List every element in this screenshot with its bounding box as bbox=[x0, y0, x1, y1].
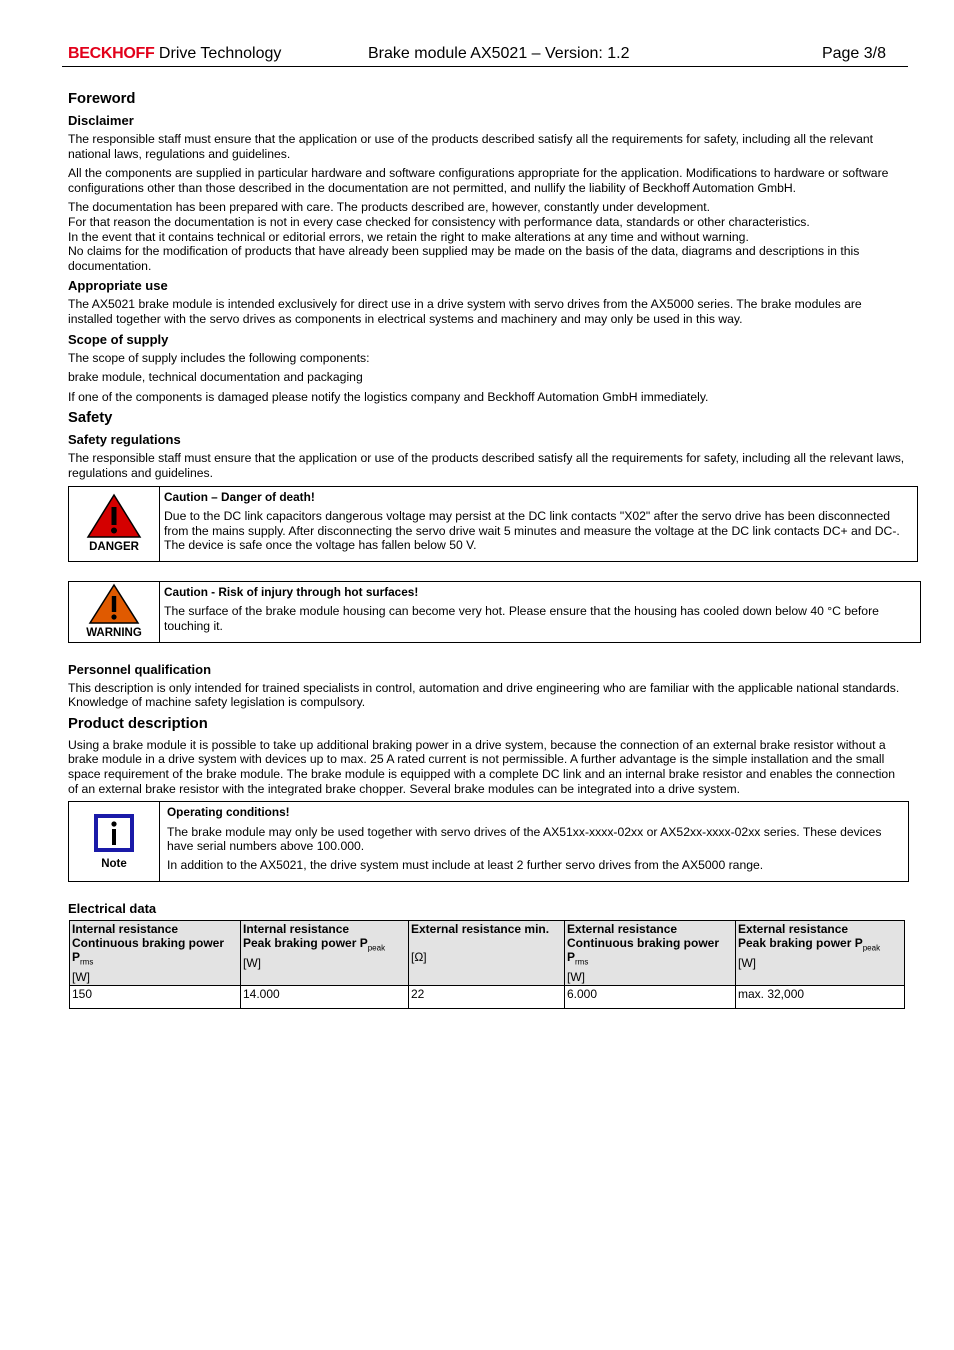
note-label: Note bbox=[101, 857, 127, 870]
safety-heading: Safety bbox=[68, 410, 113, 427]
brand-suffix: Drive Technology bbox=[154, 45, 282, 62]
disclaimer-line-d: No claims for the modification of products that have already been supplied may be made on the basis of the data, diagrams and descriptions in this documentation. bbox=[68, 244, 860, 273]
disclaimer-heading: Disclaimer bbox=[68, 113, 134, 128]
scope-text-2: brake module, technical documentation and packaging bbox=[68, 370, 363, 385]
warning-box bbox=[68, 581, 921, 643]
table-cell: 14.000 bbox=[241, 986, 409, 1009]
note-icon-cell bbox=[69, 802, 160, 880]
document-title: Brake module AX5021 – Version: 1.2 bbox=[368, 45, 630, 62]
note-box bbox=[68, 801, 909, 881]
beckhoff-logo: BECKHOFF bbox=[68, 45, 155, 62]
table-cell: max. 32,000 bbox=[736, 986, 905, 1009]
disclaimer-line-c: In the event that it contains technical or editorial errors, we retain the right to make alterations at any time and without warning. bbox=[68, 229, 749, 244]
table-cell: 150 bbox=[70, 986, 241, 1009]
page-content bbox=[68, 90, 908, 1009]
table-cell: 6.000 bbox=[565, 986, 736, 1009]
page-header bbox=[62, 42, 908, 67]
disclaimer-line-b: For that reason the documentation is not in every case checked for consistency with performance data, standards or other characteristics. bbox=[68, 214, 810, 229]
disclaimer-para-1: The responsible staff must ensure that the application or use of the products described satisfy all the requirements for safety, including all the relevant national laws, regulations and guidelines. bbox=[68, 132, 874, 161]
warning-text: The surface of the brake module housing can become very hot. Please ensure that the housing has cooled down below 40 °C before touching it. bbox=[164, 604, 879, 634]
scope-text-3: If one of the components is damaged please notify the logistics company and Beckhoff Automation GmbH immediately. bbox=[68, 389, 709, 404]
disclaimer-para-2: All the components are supplied in particular hardware and software configurations appropriate for the application. Modifications to hardware or software configurations other than those described in the documentation are not permitted, and nullify the liability of Beckhoff Automation GmbH. bbox=[68, 166, 889, 195]
warning-title: Caution - Risk of injury through hot surfaces! bbox=[164, 584, 419, 599]
danger-box bbox=[68, 486, 918, 562]
column-header: External resistance Continuous braking power $P_{rms}$ [W] bbox=[565, 920, 736, 986]
personnel-text: This description is only intended for trained specialists in control, automation and drive engineering who are familiar with the applicable national standards. Knowledge of machine safety legislation is compulsory. bbox=[68, 680, 900, 710]
product-text: Using a brake module it is possible to take up additional braking power in a drive system, because the connection of an external brake resistor without a brake module in a drive system with devices up to max. 25 A rated current is not permissible. A further advantage is the simple installation and the small space requirement of the brake module. The brake module is equipped with a complete DC link and an internal brake resistor and enables the connection of an external brake resistor with the integrated brake chopper. Several brake modules can be integrated into a drive system. bbox=[68, 737, 895, 796]
disclaimer-para-3 bbox=[68, 200, 908, 273]
page-number: Page 3/8 bbox=[821, 45, 886, 62]
column-header: Internal resistance Peak braking power $P_{peak}$ [W] bbox=[241, 920, 409, 986]
appropriate-use-text: The AX5021 brake module is intended exclusively for direct use in a drive system with servo drives from the AX5000 series. The brake modules are installed together with the servo drives as components in electrical systems and machinery and may only be used in this way. bbox=[68, 297, 862, 326]
note-text-2: In addition to the AX5021, the drive system must include at least 2 further servo drives from the AX5000 range. bbox=[167, 858, 764, 872]
danger-title: Caution – Danger of death! bbox=[164, 489, 315, 504]
scope-text-1: The scope of supply includes the following components: bbox=[68, 350, 370, 365]
column-header: External resistance Peak braking power $P_{peak}$ [W] bbox=[736, 920, 905, 986]
table-header-row bbox=[70, 920, 905, 986]
danger-label: DANGER bbox=[89, 540, 139, 553]
disclaimer-line-a: The documentation has been prepared with care. The products described are, however, constantly under development. bbox=[68, 200, 711, 215]
table-row bbox=[70, 986, 905, 1009]
header-brand bbox=[68, 45, 281, 63]
danger-icon-cell bbox=[69, 487, 160, 561]
note-text-1: The brake module may only be used together with servo drives of the AX51xx-xxxx-02xx or AX52xx-xxxx-02xx series. These devices have serial numbers above 100.000. bbox=[167, 824, 882, 854]
danger-text: Due to the DC link capacitors dangerous voltage may persist at the DC link contacts "X02" after the servo drive has been disconnected from the mains supply. After disconnecting the servo drive wait 5 minutes and measure the voltage at the DC link contacts DC+ and DC-. The device is safe once the voltage has fallen below 50 V. bbox=[164, 509, 900, 553]
product-heading: Product description bbox=[68, 715, 208, 732]
scope-heading: Scope of supply bbox=[68, 331, 169, 347]
warning-icon bbox=[88, 583, 140, 625]
electrical-data-table bbox=[69, 920, 905, 1009]
column-header: External resistance min. [Ω] bbox=[409, 920, 565, 986]
column-header: Internal resistance Continuous braking power $P_{rms}$ [W] bbox=[70, 920, 241, 986]
safety-regulations-heading: Safety regulations bbox=[68, 432, 181, 448]
personnel-heading: Personnel qualification bbox=[68, 661, 212, 677]
warning-text-cell bbox=[160, 582, 920, 642]
note-text-cell bbox=[160, 802, 908, 880]
appropriate-use-heading: Appropriate use bbox=[68, 278, 168, 294]
info-icon bbox=[92, 812, 136, 854]
warning-icon-cell bbox=[69, 582, 160, 642]
danger-icon bbox=[86, 493, 142, 539]
foreword-heading: Foreword bbox=[68, 91, 136, 107]
electrical-heading: Electrical data bbox=[68, 900, 157, 916]
table-cell: 22 bbox=[409, 986, 565, 1009]
note-title: Operating conditions! bbox=[167, 805, 290, 820]
warning-label: WARNING bbox=[86, 626, 142, 639]
safety-regulations-text: The responsible staff must ensure that the application or use of the products described satisfy all the requirements for safety, including all the relevant laws, regulations and guidelines. bbox=[68, 451, 905, 480]
danger-text-cell bbox=[160, 487, 917, 561]
